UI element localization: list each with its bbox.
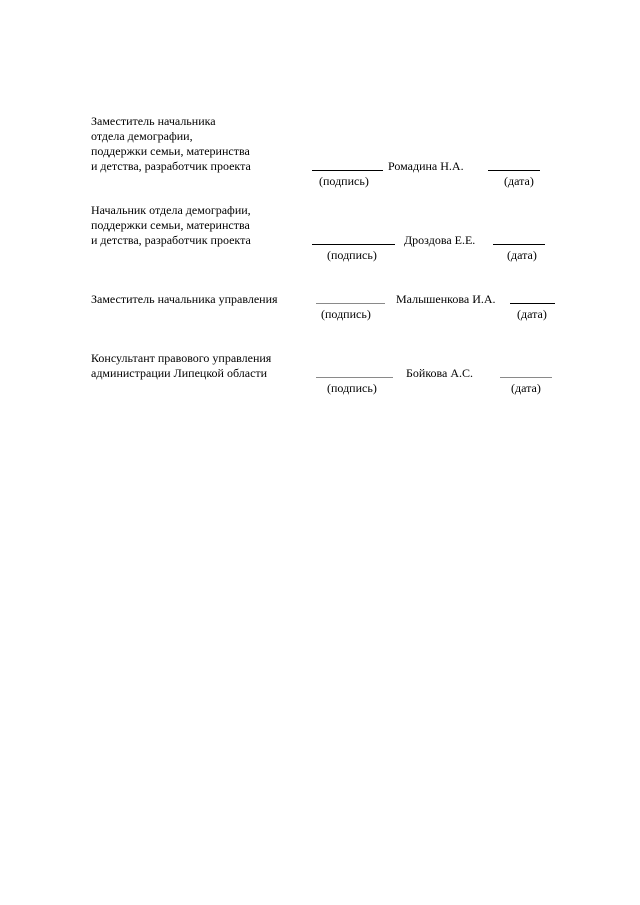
signature-caption: (подпись) (321, 307, 371, 321)
signature-caption: (подпись) (319, 174, 369, 188)
signature-line (316, 303, 385, 304)
signature-caption: (подпись) (327, 248, 377, 262)
position-line: Консультант правового управления (91, 351, 272, 365)
signature-line (312, 244, 395, 245)
date-line (500, 377, 552, 378)
date-caption: (дата) (507, 248, 537, 262)
date-line (510, 303, 555, 304)
signature-line (316, 377, 393, 378)
signatory-block-2 (91, 203, 571, 273)
position-line: Заместитель начальника (91, 114, 216, 128)
position-line: и детства, разработчик проекта (91, 159, 251, 173)
position-line: администрации Липецкой области (91, 366, 268, 380)
position-line: отдела демографии, (91, 129, 193, 143)
date-line (493, 244, 545, 245)
signatory-block-4 (91, 351, 571, 401)
signatory-name: Бойкова А.С. (406, 366, 474, 380)
date-caption: (дата) (504, 174, 534, 188)
position-line: и детства, разработчик проекта (91, 233, 251, 247)
signatory-block-1 (91, 114, 571, 194)
signatory-name: Ромадина Н.А. (388, 159, 464, 173)
signature-caption: (подпись) (327, 381, 377, 395)
signature-line (312, 170, 383, 171)
date-caption: (дата) (511, 381, 541, 395)
signatory-name: Малышенкова И.А. (396, 292, 496, 306)
position-line: Заместитель начальника управления (91, 292, 278, 306)
date-line (488, 170, 540, 171)
position-line: Начальник отдела демографии, (91, 203, 251, 217)
date-caption: (дата) (517, 307, 547, 321)
position-line: поддержки семьи, материнства (91, 218, 250, 232)
signatory-block-3 (91, 292, 571, 332)
position-line: поддержки семьи, материнства (91, 144, 250, 158)
signatory-name: Дроздова Е.Е. (404, 233, 476, 247)
